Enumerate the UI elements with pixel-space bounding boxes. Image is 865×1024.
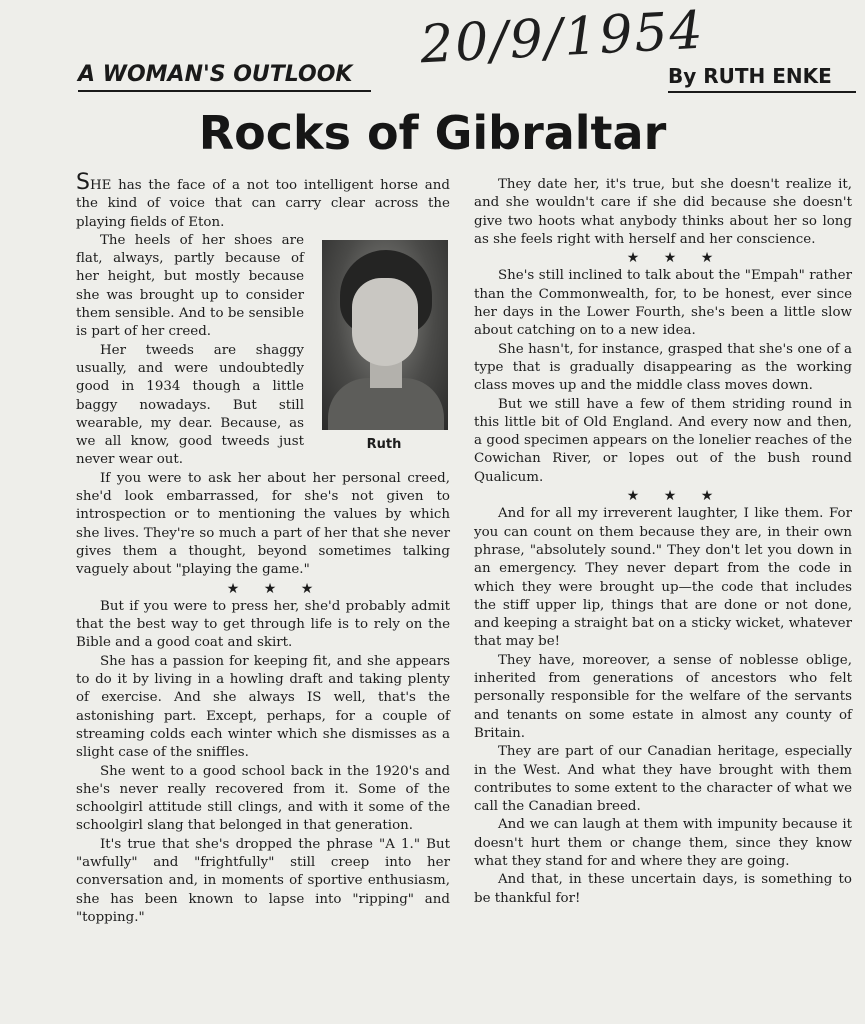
paragraph: And that, in these uncertain days, is something to be thankful for! <box>474 872 852 906</box>
section-divider-stars: ★ ★ ★ <box>626 250 724 267</box>
handwritten-date: 20/9/1954 <box>418 0 707 76</box>
paragraph: They have, moreover, a sense of noblesse oblige, inherited from generations of ancestors who felt personally responsible for the welfare of the servants and tenants on some estate in almost any county of Britain. <box>474 652 852 741</box>
column-label: A WOMAN'S OUTLOOK <box>78 62 371 92</box>
paragraph: She's still inclined to talk about the "Empah" rather than the Commonwealth, for, to be honest, ever since her days in the Lower Fourth, she's been a little slow about catching on to a new idea. <box>474 268 852 339</box>
paragraph: The heels of her shoes are flat, always, partly because of her height, but mostly because she was brought up to consider them sensible. And to be sensible is part of her creed. <box>76 232 304 340</box>
paragraph-text: HE has the face of a not too intelligent horse and the kind of voice that can carry clear across the playing fields of Eton. <box>76 178 450 230</box>
paragraph: But if you were to press her, she'd probably admit that the best way to get through life is to rely on the Bible and a good coat and skirt. <box>76 598 450 651</box>
section-divider-stars: ★ ★ ★ <box>226 580 324 597</box>
section-divider-stars: ★ ★ ★ <box>626 488 724 505</box>
headline: Rocks of Gibraltar <box>198 106 667 160</box>
paragraph: They date her, it's true, but she doesn't realize it, and she wouldn't care if she did because she doesn't give two hoots what anybody thinks about her so long as she feels right with herself and her conscience. <box>474 177 852 247</box>
paragraph: They are part of our Canadian heritage, especially in the West. And what they have brought with them contributes to some extent to the character of what we call the Canadian breed. <box>474 744 852 815</box>
paragraph <box>76 170 450 232</box>
paragraph: It's true that she's dropped the phrase "A 1." But "awfully" and "frightfully" still creep into her conversation and, in moments of sportive enthusiasm, she has been known to lapse into "ripping" and "topping." <box>76 836 450 925</box>
author-photo <box>322 240 448 430</box>
paragraph: If you were to ask her about her personal creed, she'd look embarrassed, for she's not given to introspection or to mentioning the values by which she lives. They're so much a part of her that she never gives them a thought, beyond sometimes talking vaguely about "playing the game." <box>76 470 450 578</box>
paragraph: And for all my irreverent laughter, I like them. For you can count on them because they are, in their own phrase, "absolutely sound." They don't let you down in an emergency. They never depart from the code in which they were brought up—the code that includes the stiff upper lip, things that are done or not done, and keeping a straight bat on a sticky wicket, whatever that may be! <box>474 506 852 650</box>
paragraph: She has a passion for keeping fit, and she appears to do it by living in a howling draft and taking plenty of exercise. And she always IS well, that's the astonishing part. Except, perhaps, for a couple of streaming colds each winter which she dismisses as a slight case of the sniffles. <box>76 653 450 761</box>
byline: By RUTH ENKE <box>668 64 856 93</box>
paragraph: But we still have a few of them striding round in this little bit of Old England. And every now and then, a good specimen appears on the lonelier reaches of the Cowichan River, or lopes out of the bush round Qualicum. <box>474 396 852 485</box>
author-photo-box <box>318 240 450 454</box>
photo-caption: Ruth <box>366 436 402 452</box>
paragraph: She hasn't, for instance, grasped that she's one of a type that is gradually disappearing as the working class moves up and the middle class moves down. <box>474 341 852 394</box>
drop-cap: S <box>76 170 90 195</box>
paragraph: She went to a good school back in the 1920's and she's never really recovered from it. Some of the schoolgirl attitude still clings, and with it some of the schoolgirl slang that belonged in that generation. <box>76 763 450 834</box>
article-column-right <box>474 176 852 908</box>
paragraph: Her tweeds are shaggy usually, and were undoubtedly good in 1934 though a little baggy nowadays. But still wearable, my dear. Because, as we all know, good tweeds just never wear out. <box>76 342 304 468</box>
article-column-left <box>76 170 450 927</box>
paragraph: And we can laugh at them with impunity because it doesn't hurt them or change them, since they know what they stand for and where they are going. <box>474 817 852 869</box>
